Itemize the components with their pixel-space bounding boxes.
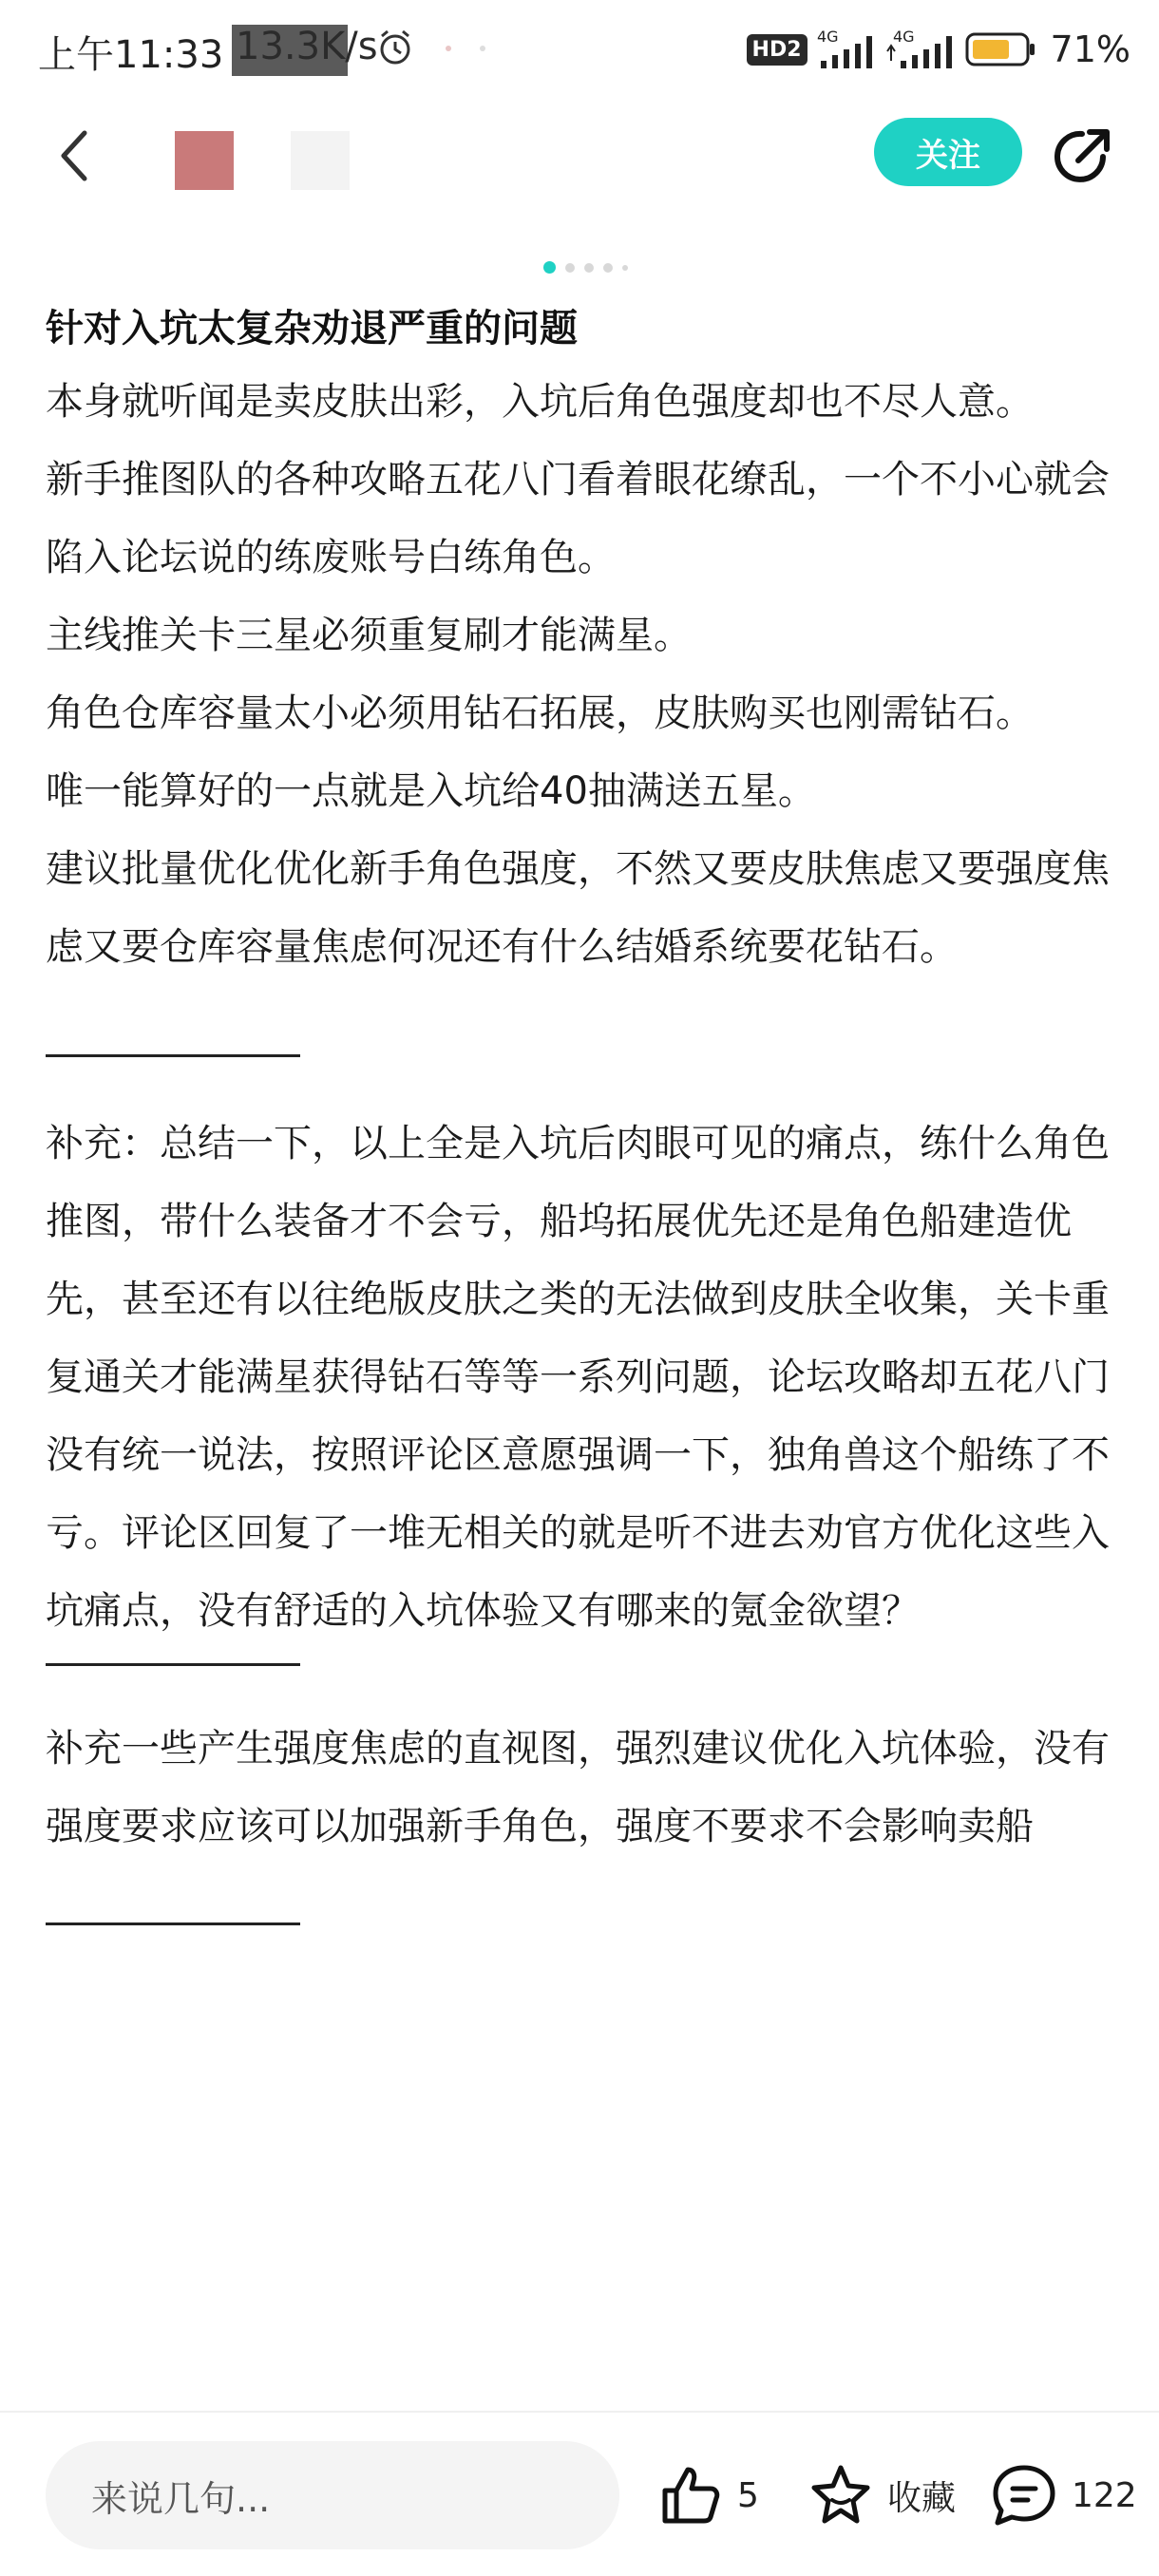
notification-dots-icon — [439, 44, 515, 53]
bottom-action-bar — [0, 2411, 1159, 2576]
comment-bubble-icon — [990, 2462, 1058, 2529]
signal2-label: 4G — [892, 28, 915, 46]
share-icon — [1050, 123, 1116, 189]
battery-percentage: 71% — [1050, 28, 1130, 70]
follow-button[interactable]: 关注 — [874, 118, 1022, 186]
username-placeholder[interactable] — [291, 131, 350, 190]
like-count: 5 — [737, 2475, 759, 2515]
paragraph: 唯一能算好的一点就是入坑给40抽满送五星。 — [46, 769, 816, 813]
hd-badge: HD2 — [747, 34, 808, 66]
status-bar — [0, 0, 1159, 99]
status-right — [747, 23, 1130, 76]
chevron-left-icon — [56, 127, 94, 184]
share-button[interactable] — [1045, 118, 1121, 194]
favorite-button[interactable] — [808, 2441, 956, 2549]
image-pager-indicator — [0, 260, 1159, 275]
paragraph: 新手推图队的各种攻略五花八门看着眼花缭乱，一个不小心就会陷入论坛说的练废账号白练角色。 — [46, 458, 1110, 579]
like-button[interactable] — [657, 2441, 759, 2549]
pager-dot — [584, 263, 594, 273]
paragraph: 建议批量优化优化新手角色强度，不然又要皮肤焦虑又要强度焦虑又要仓库容量焦虑何况还有什么结婚系统要花钻石。 — [46, 847, 1110, 969]
favorite-label: 收藏 — [887, 2478, 957, 2518]
star-icon — [808, 2462, 874, 2529]
pager-dot — [565, 263, 575, 273]
signal-icon — [815, 27, 878, 72]
signal1-label: 4G — [816, 28, 839, 46]
comment-count: 122 — [1072, 2475, 1137, 2515]
avatar[interactable] — [175, 131, 234, 190]
top-bar — [0, 99, 1159, 213]
alarm-icon — [376, 28, 414, 66]
thumbs-up-icon — [657, 2462, 724, 2529]
network-speed-text: 13.3K/s — [236, 25, 378, 68]
paragraph: 角色仓库容量太小必须用钻石拓展，皮肤购买也刚需钻石。 — [46, 691, 1034, 735]
pager-dot — [603, 263, 613, 273]
comment-input[interactable]: 来说几句... — [46, 2441, 619, 2549]
post-article — [46, 294, 1113, 1925]
network-speed — [232, 25, 378, 76]
paragraph: 主线推关卡三星必须重复刷才能满星。 — [46, 614, 692, 657]
pager-dot-active — [543, 261, 556, 274]
signal-icon-2 — [885, 27, 958, 72]
supplement-paragraph: 补充：总结一下，以上全是入坑后肉眼可见的痛点，练什么角色推图，带什么装备才不会亏，船坞拓展优先还是角色船建造优先，甚至还有以往绝版皮肤之类的无法做到皮肤全收集，关卡重复通关才能满星获得钻石等等一系列问题，论坛攻略却五花八门没有统一说法，按照评论区意愿强调一下，独角兽这个船练了不亏。评论区回复了一堆无相关的就是听不进去劝官方优化这些入坑痛点，没有舒适的入坑体验又有哪来的氪金欲望？ — [46, 1122, 1110, 1633]
status-time: 上午11:33 — [38, 33, 224, 77]
paragraph: 本身就听闻是卖皮肤出彩，入坑后角色强度却也不尽人意。 — [46, 380, 1034, 424]
post-title: 针对入坑太复杂劝退严重的问题 — [46, 307, 578, 350]
supplement-paragraph: 补充一些产生强度焦虑的直视图，强烈建议优化入坑体验，没有强度要求应该可以加强新手角色，强度不要求不会影响卖船 — [46, 1727, 1110, 1848]
back-button[interactable] — [42, 120, 108, 192]
comments-button[interactable] — [990, 2441, 1137, 2549]
pager-dot — [622, 265, 628, 271]
battery-icon — [965, 30, 1037, 68]
divider — [46, 1923, 300, 1925]
